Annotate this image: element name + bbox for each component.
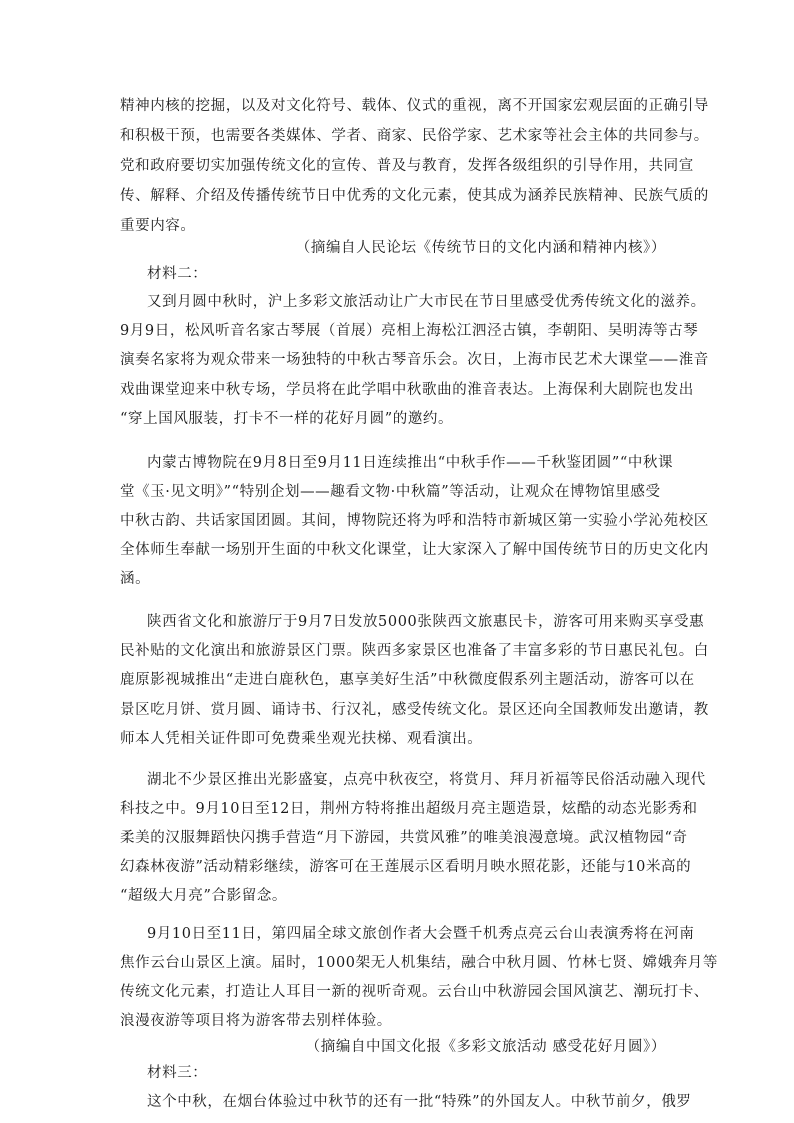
source-citation: （摘编自人民论坛《传统节日的文化内涵和精神内核》） <box>295 240 666 256</box>
body-text-line: 9月9日，松风听音名家古琴展（首展）亮相上海松江泗泾古镇，李朝阳、吴明涛等古琴 <box>120 323 699 339</box>
body-text-line: 重要内容。 <box>120 218 196 234</box>
body-text-line: 涵。 <box>120 571 151 587</box>
body-text-line: 民补贴的文化演出和旅游景区门票。陕西多家景区也准备了丰富多彩的节日惠民礼包。白 <box>120 643 709 659</box>
body-text-line: 和积极干预，也需要各类媒体、学者、商家、民俗学家、艺术家等社会主体的共同参与。 <box>120 128 709 144</box>
body-text-line: 戏曲课堂迎来中秋专场，学员将在此学唱中秋歌曲的淮音表达。上海保利大剧院也发出 <box>120 382 694 398</box>
body-text-line: 中秋古韵、共话家国团圆。其间，博物院还将为呼和浩特市新城区第一实验小学沁苑校区 <box>120 513 709 529</box>
body-text-line: 幻森林夜游”活动精彩继续，游客可在王莲展示区看明月映水照花影，还能与10米高的 <box>120 859 692 875</box>
body-text-line: “超级大月亮”合影留念。 <box>120 888 288 904</box>
body-text-line: 9月10日至11日，第四届全球文旅创作者大会暨千机秀点亮云台山表演秀将在河南 <box>147 926 695 942</box>
body-text-line: 堂《玉·见文明》”“特别企划——趣看文物·中秋篇”等活动，让观众在博物馆里感受 <box>120 484 661 500</box>
body-text-line: 内蒙古博物院在9月8日至9月11日连续推出“中秋手作——千秋鉴团圆”“中秋课 <box>147 455 674 471</box>
body-text-line: “穿上国风服装，打卡不一样的花好月圆”的邀约。 <box>120 411 454 427</box>
body-text-line: 党和政府要切实加强传统文化的宣传、普及与教育，发挥各级组织的引导作用，共同宣 <box>120 158 694 174</box>
source-citation: （摘编自中国文化报《多彩文旅活动 感受花好月圆》） <box>305 1039 666 1055</box>
body-text-line: 焦作云台山景区上演。届时，1000架无人机集结，融合中秋月圆、竹林七贤、嫦娥奔月等 <box>120 955 718 971</box>
body-text-line: 师本人凭相关证件即可免费乘坐观光扶梯、观看演出。 <box>120 731 483 747</box>
body-text-line: 这个中秋，在烟台体验过中秋节的还有一批“特殊”的外国友人。中秋节前夕，俄罗 <box>147 1094 692 1110</box>
body-text-line: 浪漫夜游等项目将为游客带去别样体验。 <box>120 1013 392 1029</box>
body-text-line: 鹿原影视城推出“走进白鹿秋色，惠享美好生活”中秋微度假系列主题活动，游客可以在 <box>120 672 695 688</box>
body-text-line: 传、解释、介绍及传播传统节日中优秀的文化元素，使其成为涵养民族精神、民族气质的 <box>120 188 709 204</box>
body-text-line: 科技之中。9月10日至12日，荆州方特将推出超级月亮主题造景，炫酷的动态光影秀和 <box>120 801 698 817</box>
body-text-line: 柔美的汉服舞蹈快闪携手营造“月下游园，共赏风雅”的唯美浪漫意境。武汉植物园“奇 <box>120 830 688 846</box>
body-text-line: 又到月圆中秋时，沪上多彩文旅活动让广大市民在节日里感受优秀传统文化的滋养。 <box>147 294 706 310</box>
body-text-line: 湖北不少景区推出光影盛宴，点亮中秋夜空，将赏月、拜月祈福等民俗活动融入现代 <box>147 772 706 788</box>
section-heading: 材料二： <box>147 266 208 282</box>
body-text-line: 精神内核的挖掘，以及对文化符号、载体、仪式的重视，离不开国家宏观层面的正确引导 <box>120 98 709 114</box>
body-text-line: 演奏名家将为观众带来一场独特的中秋古琴音乐会。次日，上海市民艺术大课堂——淮音 <box>120 352 709 368</box>
section-heading: 材料三： <box>147 1065 208 1081</box>
body-text-line: 景区吃月饼、赏月圆、诵诗书、行汉礼，感受传统文化。景区还向全国教师发出邀请，教 <box>120 702 709 718</box>
body-text-line: 陕西省文化和旅游厅于9月7日发放5000张陕西文旅惠民卡，游客可用来购买享受惠 <box>147 614 705 630</box>
body-text-line: 传统文化元素，打造让人耳目一新的视听奇观。云台山中秋游园会国风演艺、潮玩打卡、 <box>120 984 709 1000</box>
body-text-line: 全体师生奉献一场别开生面的中秋文化课堂，让大家深入了解中国传统节日的历史文化内 <box>120 542 709 558</box>
